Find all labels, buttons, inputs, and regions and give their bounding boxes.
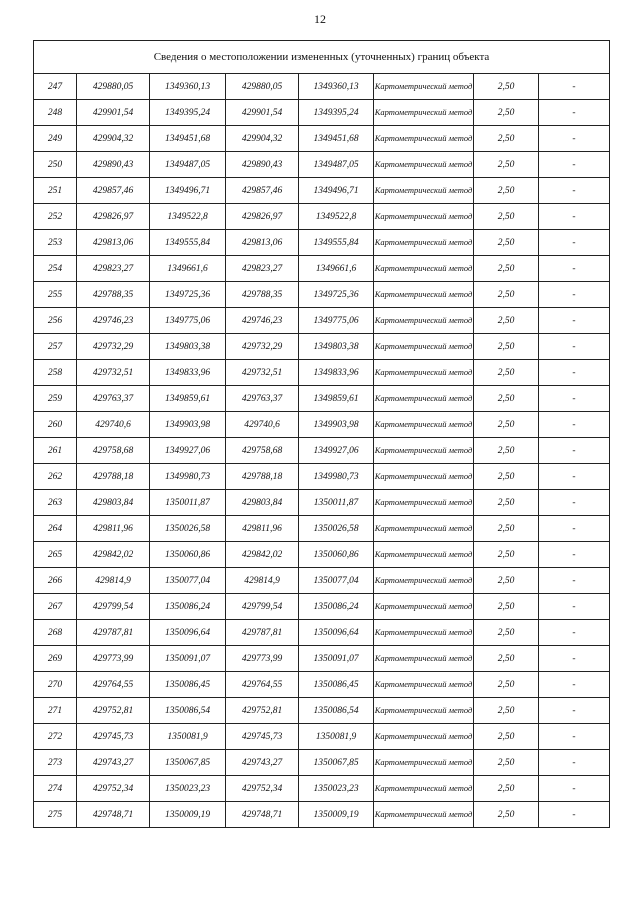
- existing-x-cell: 429758,68: [77, 438, 150, 464]
- existing-x-cell: 429788,18: [77, 464, 150, 490]
- method-cell: Картометрический метод: [374, 776, 474, 802]
- existing-y-cell: 1349487,05: [150, 152, 226, 178]
- point-number-cell: 251: [34, 178, 77, 204]
- accuracy-cell: 2,50: [474, 360, 539, 386]
- note-cell: -: [539, 594, 610, 620]
- refined-x-cell: 429758,68: [226, 438, 299, 464]
- existing-x-cell: 429788,35: [77, 282, 150, 308]
- existing-y-cell: 1350096,64: [150, 620, 226, 646]
- existing-y-cell: 1349980,73: [150, 464, 226, 490]
- refined-y-cell: 1350060,86: [299, 542, 374, 568]
- accuracy-cell: 2,50: [474, 776, 539, 802]
- existing-y-cell: 1349927,06: [150, 438, 226, 464]
- refined-y-cell: 1350009,19: [299, 802, 374, 828]
- point-number-cell: 264: [34, 516, 77, 542]
- table-row: [34, 698, 610, 724]
- refined-x-cell: 429752,34: [226, 776, 299, 802]
- existing-x-cell: 429746,23: [77, 308, 150, 334]
- existing-x-cell: 429880,05: [77, 74, 150, 100]
- refined-x-cell: 429813,06: [226, 230, 299, 256]
- refined-y-cell: 1349487,05: [299, 152, 374, 178]
- refined-x-cell: 429788,35: [226, 282, 299, 308]
- existing-x-cell: 429773,99: [77, 646, 150, 672]
- point-number-cell: 268: [34, 620, 77, 646]
- existing-x-cell: 429803,84: [77, 490, 150, 516]
- existing-y-cell: 1349803,38: [150, 334, 226, 360]
- existing-y-cell: 1350086,45: [150, 672, 226, 698]
- refined-x-cell: 429788,18: [226, 464, 299, 490]
- refined-x-cell: 429823,27: [226, 256, 299, 282]
- note-cell: -: [539, 126, 610, 152]
- existing-y-cell: 1350086,54: [150, 698, 226, 724]
- existing-x-cell: 429764,55: [77, 672, 150, 698]
- accuracy-cell: 2,50: [474, 438, 539, 464]
- table-row: [34, 308, 610, 334]
- point-number-cell: 259: [34, 386, 77, 412]
- table-row: [34, 802, 610, 828]
- method-cell: Картометрический метод: [374, 620, 474, 646]
- table-title-row: [34, 41, 610, 74]
- existing-x-cell: 429823,27: [77, 256, 150, 282]
- point-number-cell: 252: [34, 204, 77, 230]
- accuracy-cell: 2,50: [474, 490, 539, 516]
- method-cell: Картометрический метод: [374, 672, 474, 698]
- refined-y-cell: 1349360,13: [299, 74, 374, 100]
- refined-y-cell: 1350096,64: [299, 620, 374, 646]
- refined-x-cell: 429842,02: [226, 542, 299, 568]
- existing-x-cell: 429740,6: [77, 412, 150, 438]
- existing-y-cell: 1349360,13: [150, 74, 226, 100]
- method-cell: Картометрический метод: [374, 204, 474, 230]
- point-number-cell: 275: [34, 802, 77, 828]
- point-number-cell: 257: [34, 334, 77, 360]
- point-number-cell: 250: [34, 152, 77, 178]
- table-row: [34, 490, 610, 516]
- accuracy-cell: 2,50: [474, 334, 539, 360]
- refined-y-cell: 1349496,71: [299, 178, 374, 204]
- point-number-cell: 254: [34, 256, 77, 282]
- note-cell: -: [539, 360, 610, 386]
- existing-y-cell: 1350091,07: [150, 646, 226, 672]
- table-row: [34, 74, 610, 100]
- existing-x-cell: 429811,96: [77, 516, 150, 542]
- method-cell: Картометрический метод: [374, 256, 474, 282]
- point-number-cell: 265: [34, 542, 77, 568]
- refined-x-cell: 429743,27: [226, 750, 299, 776]
- accuracy-cell: 2,50: [474, 230, 539, 256]
- note-cell: -: [539, 308, 610, 334]
- accuracy-cell: 2,50: [474, 386, 539, 412]
- existing-x-cell: 429904,32: [77, 126, 150, 152]
- existing-y-cell: 1350011,87: [150, 490, 226, 516]
- note-cell: -: [539, 230, 610, 256]
- existing-x-cell: 429787,81: [77, 620, 150, 646]
- point-number-cell: 269: [34, 646, 77, 672]
- note-cell: -: [539, 412, 610, 438]
- table-row: [34, 178, 610, 204]
- note-cell: -: [539, 776, 610, 802]
- refined-y-cell: 1349859,61: [299, 386, 374, 412]
- existing-x-cell: 429890,43: [77, 152, 150, 178]
- method-cell: Картометрический метод: [374, 542, 474, 568]
- note-cell: -: [539, 334, 610, 360]
- method-cell: Картометрический метод: [374, 698, 474, 724]
- existing-x-cell: 429901,54: [77, 100, 150, 126]
- table-row: [34, 282, 610, 308]
- accuracy-cell: 2,50: [474, 126, 539, 152]
- note-cell: -: [539, 386, 610, 412]
- note-cell: -: [539, 464, 610, 490]
- refined-x-cell: 429787,81: [226, 620, 299, 646]
- table-row: [34, 568, 610, 594]
- refined-y-cell: 1349833,96: [299, 360, 374, 386]
- existing-y-cell: 1350086,24: [150, 594, 226, 620]
- refined-x-cell: 429746,23: [226, 308, 299, 334]
- accuracy-cell: 2,50: [474, 308, 539, 334]
- existing-y-cell: 1349725,36: [150, 282, 226, 308]
- refined-x-cell: 429732,51: [226, 360, 299, 386]
- note-cell: -: [539, 100, 610, 126]
- refined-y-cell: 1350011,87: [299, 490, 374, 516]
- note-cell: -: [539, 620, 610, 646]
- point-number-cell: 271: [34, 698, 77, 724]
- table-row: [34, 126, 610, 152]
- existing-x-cell: 429743,27: [77, 750, 150, 776]
- refined-y-cell: 1349927,06: [299, 438, 374, 464]
- accuracy-cell: 2,50: [474, 802, 539, 828]
- point-number-cell: 262: [34, 464, 77, 490]
- refined-y-cell: 1350077,04: [299, 568, 374, 594]
- method-cell: Картометрический метод: [374, 594, 474, 620]
- note-cell: -: [539, 750, 610, 776]
- refined-y-cell: 1350067,85: [299, 750, 374, 776]
- note-cell: -: [539, 724, 610, 750]
- method-cell: Картометрический метод: [374, 360, 474, 386]
- refined-x-cell: 429745,73: [226, 724, 299, 750]
- refined-x-cell: 429773,99: [226, 646, 299, 672]
- note-cell: -: [539, 802, 610, 828]
- refined-y-cell: 1349803,38: [299, 334, 374, 360]
- existing-x-cell: 429857,46: [77, 178, 150, 204]
- refined-y-cell: 1350091,07: [299, 646, 374, 672]
- existing-y-cell: 1350023,23: [150, 776, 226, 802]
- point-number-cell: 266: [34, 568, 77, 594]
- method-cell: Картометрический метод: [374, 386, 474, 412]
- existing-y-cell: 1349833,96: [150, 360, 226, 386]
- existing-y-cell: 1350060,86: [150, 542, 226, 568]
- table-row: [34, 412, 610, 438]
- existing-y-cell: 1350026,58: [150, 516, 226, 542]
- existing-x-cell: 429813,06: [77, 230, 150, 256]
- existing-y-cell: 1349775,06: [150, 308, 226, 334]
- note-cell: -: [539, 698, 610, 724]
- refined-x-cell: 429880,05: [226, 74, 299, 100]
- existing-y-cell: 1349661,6: [150, 256, 226, 282]
- table-row: [34, 646, 610, 672]
- table-row: [34, 542, 610, 568]
- accuracy-cell: 2,50: [474, 100, 539, 126]
- refined-x-cell: 429763,37: [226, 386, 299, 412]
- method-cell: Картометрический метод: [374, 74, 474, 100]
- method-cell: Картометрический метод: [374, 126, 474, 152]
- page-number: 12: [314, 12, 326, 26]
- refined-y-cell: 1350026,58: [299, 516, 374, 542]
- method-cell: Картометрический метод: [374, 724, 474, 750]
- accuracy-cell: 2,50: [474, 152, 539, 178]
- refined-y-cell: 1349661,6: [299, 256, 374, 282]
- refined-y-cell: 1349903,98: [299, 412, 374, 438]
- note-cell: -: [539, 178, 610, 204]
- point-number-cell: 273: [34, 750, 77, 776]
- existing-y-cell: 1349903,98: [150, 412, 226, 438]
- existing-y-cell: 1350081,9: [150, 724, 226, 750]
- existing-y-cell: 1350009,19: [150, 802, 226, 828]
- refined-x-cell: 429904,32: [226, 126, 299, 152]
- table-row: [34, 776, 610, 802]
- table-row: [34, 620, 610, 646]
- method-cell: Картометрический метод: [374, 516, 474, 542]
- refined-y-cell: 1349555,84: [299, 230, 374, 256]
- point-number-cell: 267: [34, 594, 77, 620]
- refined-x-cell: 429901,54: [226, 100, 299, 126]
- table-row: [34, 386, 610, 412]
- accuracy-cell: 2,50: [474, 698, 539, 724]
- table-row: [34, 724, 610, 750]
- method-cell: Картометрический метод: [374, 646, 474, 672]
- method-cell: Картометрический метод: [374, 750, 474, 776]
- note-cell: -: [539, 204, 610, 230]
- note-cell: -: [539, 568, 610, 594]
- accuracy-cell: 2,50: [474, 412, 539, 438]
- accuracy-cell: 2,50: [474, 542, 539, 568]
- table-row: [34, 516, 610, 542]
- existing-y-cell: 1350067,85: [150, 750, 226, 776]
- method-cell: Картометрический метод: [374, 412, 474, 438]
- accuracy-cell: 2,50: [474, 620, 539, 646]
- table-row: [34, 100, 610, 126]
- refined-y-cell: 1349522,8: [299, 204, 374, 230]
- note-cell: -: [539, 438, 610, 464]
- existing-x-cell: 429763,37: [77, 386, 150, 412]
- accuracy-cell: 2,50: [474, 256, 539, 282]
- refined-x-cell: 429799,54: [226, 594, 299, 620]
- refined-x-cell: 429748,71: [226, 802, 299, 828]
- note-cell: -: [539, 672, 610, 698]
- existing-y-cell: 1349395,24: [150, 100, 226, 126]
- point-number-cell: 248: [34, 100, 77, 126]
- method-cell: Картометрический метод: [374, 282, 474, 308]
- refined-x-cell: 429803,84: [226, 490, 299, 516]
- table-row: [34, 204, 610, 230]
- point-number-cell: 249: [34, 126, 77, 152]
- table-row: [34, 230, 610, 256]
- method-cell: Картометрический метод: [374, 568, 474, 594]
- refined-y-cell: 1350086,24: [299, 594, 374, 620]
- refined-y-cell: 1350023,23: [299, 776, 374, 802]
- point-number-cell: 256: [34, 308, 77, 334]
- note-cell: -: [539, 74, 610, 100]
- point-number-cell: 253: [34, 230, 77, 256]
- refined-y-cell: 1350086,54: [299, 698, 374, 724]
- table-row: [34, 152, 610, 178]
- existing-y-cell: 1349496,71: [150, 178, 226, 204]
- note-cell: -: [539, 282, 610, 308]
- accuracy-cell: 2,50: [474, 282, 539, 308]
- point-number-cell: 258: [34, 360, 77, 386]
- refined-y-cell: 1350081,9: [299, 724, 374, 750]
- boundary-coordinates-table: [33, 40, 610, 828]
- refined-x-cell: 429890,43: [226, 152, 299, 178]
- existing-y-cell: 1349451,68: [150, 126, 226, 152]
- refined-x-cell: 429764,55: [226, 672, 299, 698]
- note-cell: -: [539, 542, 610, 568]
- refined-x-cell: 429826,97: [226, 204, 299, 230]
- accuracy-cell: 2,50: [474, 178, 539, 204]
- accuracy-cell: 2,50: [474, 750, 539, 776]
- table-row: [34, 672, 610, 698]
- existing-y-cell: 1350077,04: [150, 568, 226, 594]
- method-cell: Картометрический метод: [374, 334, 474, 360]
- existing-x-cell: 429748,71: [77, 802, 150, 828]
- existing-x-cell: 429814,9: [77, 568, 150, 594]
- point-number-cell: 247: [34, 74, 77, 100]
- table-row: [34, 438, 610, 464]
- table-title: Сведения о местоположении измененных (уточненных) границ объекта: [34, 41, 610, 74]
- existing-y-cell: 1349859,61: [150, 386, 226, 412]
- method-cell: Картометрический метод: [374, 152, 474, 178]
- refined-x-cell: 429752,81: [226, 698, 299, 724]
- existing-x-cell: 429842,02: [77, 542, 150, 568]
- accuracy-cell: 2,50: [474, 464, 539, 490]
- method-cell: Картометрический метод: [374, 178, 474, 204]
- method-cell: Картометрический метод: [374, 308, 474, 334]
- refined-y-cell: 1349395,24: [299, 100, 374, 126]
- table-row: [34, 334, 610, 360]
- table-row: [34, 750, 610, 776]
- method-cell: Картометрический метод: [374, 490, 474, 516]
- method-cell: Картометрический метод: [374, 464, 474, 490]
- method-cell: Картометрический метод: [374, 802, 474, 828]
- point-number-cell: 255: [34, 282, 77, 308]
- note-cell: -: [539, 490, 610, 516]
- refined-y-cell: 1349775,06: [299, 308, 374, 334]
- point-number-cell: 261: [34, 438, 77, 464]
- method-cell: Картометрический метод: [374, 100, 474, 126]
- refined-y-cell: 1349451,68: [299, 126, 374, 152]
- point-number-cell: 272: [34, 724, 77, 750]
- accuracy-cell: 2,50: [474, 724, 539, 750]
- method-cell: Картометрический метод: [374, 230, 474, 256]
- existing-y-cell: 1349522,8: [150, 204, 226, 230]
- refined-x-cell: 429811,96: [226, 516, 299, 542]
- existing-y-cell: 1349555,84: [150, 230, 226, 256]
- accuracy-cell: 2,50: [474, 568, 539, 594]
- existing-x-cell: 429745,73: [77, 724, 150, 750]
- refined-x-cell: 429740,6: [226, 412, 299, 438]
- accuracy-cell: 2,50: [474, 516, 539, 542]
- note-cell: -: [539, 152, 610, 178]
- note-cell: -: [539, 646, 610, 672]
- accuracy-cell: 2,50: [474, 672, 539, 698]
- table-row: [34, 360, 610, 386]
- refined-x-cell: 429857,46: [226, 178, 299, 204]
- accuracy-cell: 2,50: [474, 594, 539, 620]
- existing-x-cell: 429752,34: [77, 776, 150, 802]
- accuracy-cell: 2,50: [474, 646, 539, 672]
- method-cell: Картометрический метод: [374, 438, 474, 464]
- note-cell: -: [539, 256, 610, 282]
- existing-x-cell: 429732,51: [77, 360, 150, 386]
- existing-x-cell: 429826,97: [77, 204, 150, 230]
- existing-x-cell: 429732,29: [77, 334, 150, 360]
- refined-x-cell: 429732,29: [226, 334, 299, 360]
- note-cell: -: [539, 516, 610, 542]
- accuracy-cell: 2,50: [474, 74, 539, 100]
- table-row: [34, 464, 610, 490]
- point-number-cell: 263: [34, 490, 77, 516]
- point-number-cell: 274: [34, 776, 77, 802]
- existing-x-cell: 429752,81: [77, 698, 150, 724]
- table-row: [34, 594, 610, 620]
- point-number-cell: 260: [34, 412, 77, 438]
- point-number-cell: 270: [34, 672, 77, 698]
- refined-x-cell: 429814,9: [226, 568, 299, 594]
- existing-x-cell: 429799,54: [77, 594, 150, 620]
- accuracy-cell: 2,50: [474, 204, 539, 230]
- refined-y-cell: 1349725,36: [299, 282, 374, 308]
- refined-y-cell: 1349980,73: [299, 464, 374, 490]
- table-row: [34, 256, 610, 282]
- refined-y-cell: 1350086,45: [299, 672, 374, 698]
